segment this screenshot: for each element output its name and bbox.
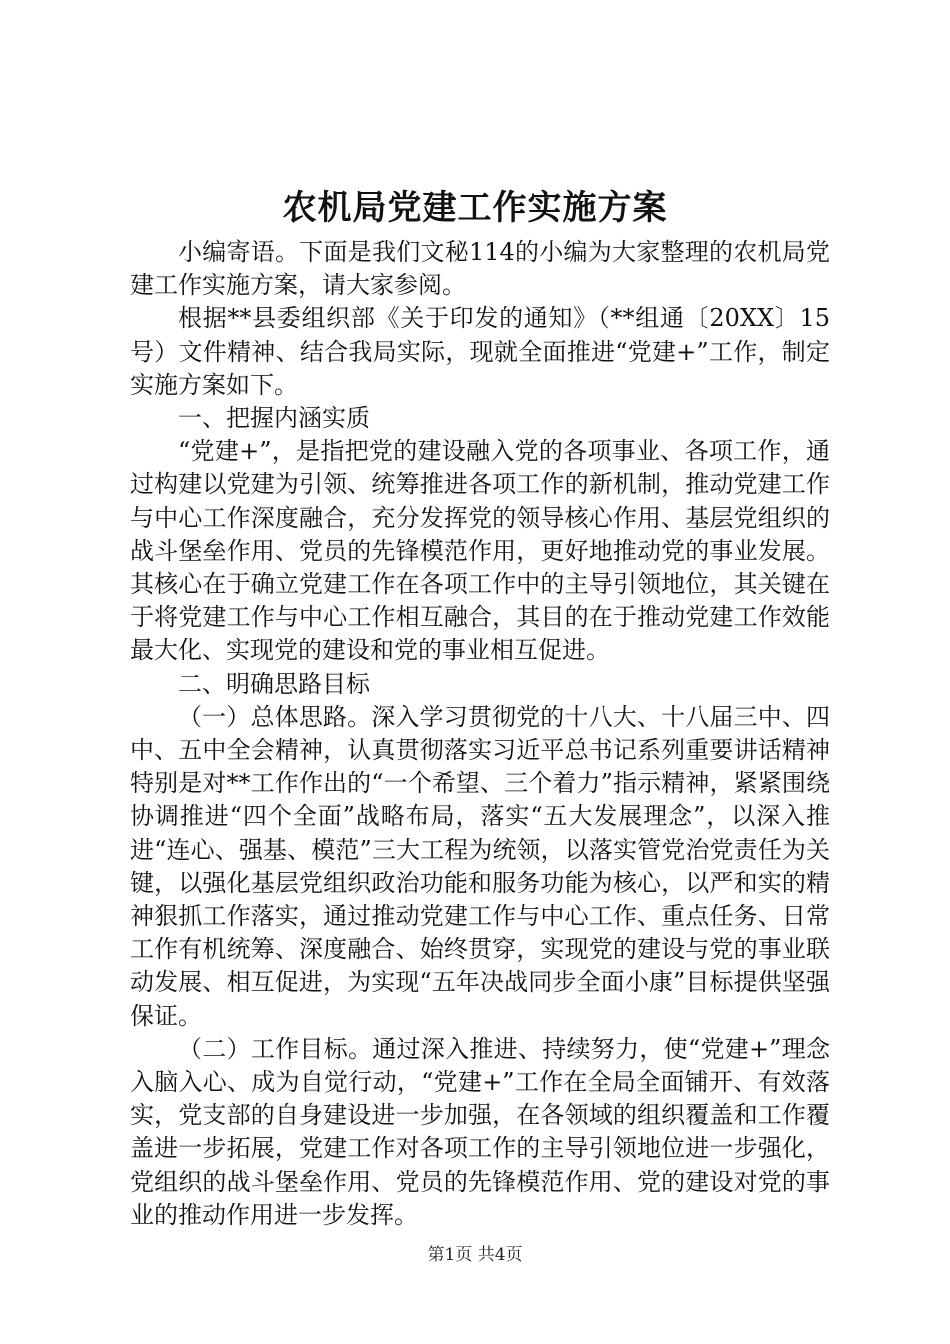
overall-approach-paragraph: （一）总体思路。深入学习贯彻党的十八大、十八届三中、四中、五中全会精神，认真贯彻落实习近平总书记系列重要讲话精神特别是对**工作作出的“一个希望、三个着力”指示精神，紧紧围绕协调推进“四个全面”战略布局，落实“五大发展理念”，以深入推进“连心、强基、模范”三大工程为统领，以落实管党治党责任为关键，以强化基层党组织政治功能和服务功能为核心，以严和实的精神狠抓工作落实，通过推动党建工作与中心工作、重点任务、日常工作有机统筹、深度融合、始终贯穿，实现党的建设与党的事业联动发展、相互促进，为实现“五年决战同步全面小康”目标提供坚强保证。	[130, 702, 830, 1030]
section-heading-2: 二、明确思路目标	[178, 669, 370, 698]
section-heading-1: 一、把握内涵实质	[178, 404, 370, 433]
page-number-footer: 第1页 共4页	[427, 1245, 523, 1265]
document-body	[130, 236, 830, 1232]
document-title: 农机局党建工作实施方案	[282, 188, 668, 228]
section-1-paragraph: “党建+”，是指把党的建设融入党的各项事业、各项工作，通过构建以党建为引领、统筹推进各项工作的新机制，推动党建工作与中心工作深度融合，充分发挥党的领导核心作用、基层党组织的战斗堡垒作用、党员的先锋模范作用，更好地推动党的事业发展。其核心在于确立党建工作在各项工作中的主导引领地位，其关键在于将党建工作与中心工作相互融合，其目的在于推动党建工作效能最大化、实现党的建设和党的事业相互促进。	[130, 437, 830, 665]
basis-paragraph: 根据**县委组织部《关于印发的通知》（**组通〔20XX〕15号）文件精神、结合我局实际，现就全面推进“党建+”工作，制定实施方案如下。	[130, 304, 830, 399]
work-goals-paragraph: （二）工作目标。通过深入推进、持续努力，使“党建+”理念入脑入心、成为自觉行动，“党建+”工作在全局全面铺开、有效落实，党支部的自身建设进一步加强，在各领域的组织覆盖和工作覆盖进一步拓展，党建工作对各项工作的主导引领地位进一步强化，党组织的战斗堡垒作用、党员的先锋模范作用、党的建设对党的事业的推动作用进一步发挥。	[130, 1034, 830, 1229]
intro-paragraph: 小编寄语。下面是我们文秘114的小编为大家整理的农机局党建工作实施方案，请大家参阅。	[130, 238, 830, 300]
